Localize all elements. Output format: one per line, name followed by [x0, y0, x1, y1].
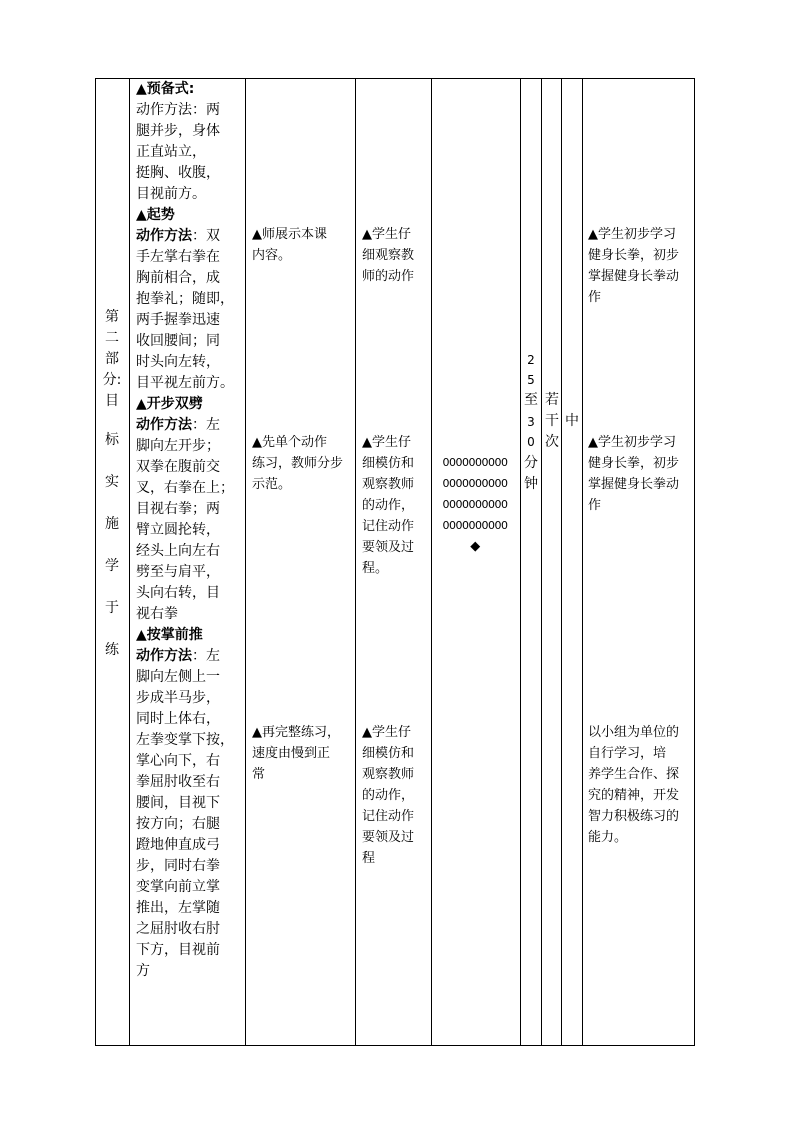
section-char: 分:: [102, 372, 122, 388]
student-line: 细观察教: [362, 248, 415, 263]
ready-line: 腿并步，身体: [136, 123, 220, 139]
ready-line: 动作方法：两: [136, 102, 220, 118]
time-char: 2: [527, 353, 535, 367]
push-line: 脚向左侧上一: [136, 669, 220, 685]
goal-line: 养学生合作、探: [588, 767, 680, 782]
table-col-line: [355, 78, 356, 1046]
push-line: 变掌向前立掌: [136, 879, 220, 895]
formation-diagram: [434, 452, 516, 557]
student-line: 细模仿和: [362, 746, 415, 761]
section-char: 于: [105, 600, 119, 616]
table-col-line: [582, 78, 583, 1046]
student-line: 细模仿和: [362, 456, 415, 471]
student-line: 的动作，: [362, 498, 415, 513]
rise-first-line: [136, 226, 244, 247]
split-first: ：左: [192, 417, 220, 433]
split-line: 劈至与肩平，: [136, 564, 220, 580]
ready-line: 正直站立，: [136, 144, 206, 160]
split-label: 动作方法: [136, 417, 192, 433]
student-line: 要领及过: [362, 540, 415, 555]
section-char: 目: [105, 393, 119, 409]
formation-marker: ◆: [470, 539, 480, 554]
split-line: 头向右转，目: [136, 585, 220, 601]
time-char: 分: [524, 455, 538, 471]
student-line: 要领及过: [362, 830, 415, 845]
goal-line: 作: [588, 290, 602, 305]
push-line: 步，同时右拳: [136, 858, 220, 874]
push-line: 掌心向下，右: [136, 753, 220, 769]
ready-line: 目视前方。: [136, 186, 206, 202]
teacher-line: 速度由慢到正: [252, 746, 331, 761]
table-col-line: [431, 78, 432, 1046]
intensity-value: 中: [565, 413, 579, 429]
section-char: 学: [105, 558, 119, 574]
count-char: 若: [545, 392, 559, 408]
goal-line: ▲学生初步学习: [588, 227, 676, 242]
push-line: 腰间，目视下: [136, 795, 220, 811]
split-line: 视右拳: [136, 606, 178, 622]
goal-line: 究的精神，开发: [588, 788, 680, 803]
student-line: ▲学生仔: [362, 435, 411, 450]
student-line: 记住动作: [362, 809, 415, 824]
goal-line: 智力积极练习的: [588, 809, 680, 824]
section-char: 施: [105, 516, 119, 532]
goal-note-1: [588, 224, 692, 308]
student-line: ▲学生仔: [362, 227, 411, 242]
rise-title: ▲起势: [136, 207, 175, 223]
goal-note-3: [588, 722, 692, 848]
table-bottom-border: [95, 1045, 695, 1046]
goal-line: 健身长拳，初步: [588, 248, 680, 263]
push-first-line: [136, 646, 244, 667]
student-line: 师的动作: [362, 269, 415, 284]
table-col-line: [520, 78, 521, 1046]
teacher-note-2: [252, 432, 352, 495]
section-char: 标: [105, 432, 119, 448]
student-line: 观察教师: [362, 767, 415, 782]
split-line: 双拳在腹前交: [136, 459, 220, 475]
teacher-line: 常: [252, 767, 266, 782]
time-char: 至: [524, 392, 538, 408]
push-line: 左拳变掌下按，: [136, 732, 234, 748]
push-first: ：左: [192, 648, 220, 664]
table-col-line: [541, 78, 542, 1046]
formation-row: 0000000000: [442, 519, 508, 532]
teacher-line: ▲再完整练习，: [252, 725, 340, 740]
goal-line: 能力。: [588, 830, 628, 845]
student-note-1: [362, 224, 430, 287]
student-note-2: [362, 432, 430, 579]
formation-row: 0000000000: [442, 477, 508, 490]
push-line: 下方，目视前: [136, 942, 220, 958]
rise-line: 目平视左前方。: [136, 375, 234, 391]
section-char: 部: [105, 351, 119, 367]
split-first-line: [136, 415, 244, 436]
section-char: 第: [105, 309, 119, 325]
teacher-line: 内容。: [252, 248, 292, 263]
section-char: 练: [105, 642, 119, 658]
goal-line: 自行学习，培: [588, 746, 667, 761]
push-line: 同时上体右，: [136, 711, 220, 727]
split-line: 臂立圆抡转，: [136, 522, 220, 538]
push-line: 按方向；右腿: [136, 816, 220, 832]
student-line: 记住动作: [362, 519, 415, 534]
count-char: 次: [545, 434, 559, 450]
push-line: 方: [136, 963, 150, 979]
push-line: 推出，左掌随: [136, 900, 220, 916]
rise-line: 收回腰间；同: [136, 333, 220, 349]
time-char: 5: [527, 373, 535, 387]
table-col-line: [561, 78, 562, 1046]
goal-line: ▲学生初步学习: [588, 435, 676, 450]
rise-line: 时头向左转，: [136, 354, 220, 370]
rise-line: 手左掌右拳在: [136, 249, 220, 265]
push-line: 拳屈肘收至右: [136, 774, 220, 790]
split-line: 目视右拳；两: [136, 501, 220, 517]
time-char: 3: [527, 415, 535, 429]
split-line: 经头上向左右: [136, 543, 220, 559]
teacher-line: 练习，教师分步: [252, 456, 344, 471]
goal-line: 健身长拳，初步: [588, 456, 680, 471]
rise-line: 胸前相合，成: [136, 270, 220, 286]
goal-line: 以小组为单位的: [588, 725, 680, 740]
teacher-line: ▲师展示本课: [252, 227, 327, 242]
push-line: 步成半马步，: [136, 690, 220, 706]
teacher-line: 示范。: [252, 477, 292, 492]
split-title: ▲开步双劈: [136, 396, 203, 412]
table-col-line: [95, 78, 96, 1046]
count-char: 干: [545, 413, 559, 429]
push-title: ▲按掌前推: [136, 627, 203, 643]
goal-line: 掌握健身长拳动: [588, 269, 680, 284]
student-line: 程。: [362, 561, 389, 576]
split-line: 叉，右拳在上；: [136, 480, 234, 496]
student-line: 观察教师: [362, 477, 415, 492]
table-col-line: [129, 78, 130, 1046]
push-line: 蹬地伸直成弓: [136, 837, 220, 853]
rise-line: 抱拳礼；随即，: [136, 291, 234, 307]
rise-line: 两手握拳迅速: [136, 312, 220, 328]
student-note-3: [362, 722, 430, 869]
teacher-note-3: [252, 722, 352, 785]
time-char: 钟: [524, 476, 538, 492]
student-line: ▲学生仔: [362, 725, 411, 740]
ready-line: 挺胸、收腹，: [136, 165, 220, 181]
teacher-note-1: [252, 224, 352, 266]
section-char: 二: [105, 330, 119, 346]
ready-stance-title: ▲预备式:: [136, 81, 195, 97]
section-char: 实: [105, 474, 119, 490]
goal-note-2: [588, 432, 692, 516]
formation-row: 0000000000: [442, 456, 508, 469]
split-line: 脚向左开步；: [136, 438, 220, 454]
table-col-line: [245, 78, 246, 1046]
goal-line: 掌握健身长拳动: [588, 477, 680, 492]
formation-row: 0000000000: [442, 498, 508, 511]
time-char: 0: [527, 435, 535, 449]
student-line: 程: [362, 851, 376, 866]
student-line: 的动作，: [362, 788, 415, 803]
push-line: 之屈肘收右肘: [136, 921, 220, 937]
goal-line: 作: [588, 498, 602, 513]
table-col-line: [694, 78, 695, 1046]
rise-label: 动作方法: [136, 228, 192, 244]
content-ready-stance: [136, 79, 244, 982]
rise-first: ：双: [192, 228, 220, 244]
push-label: 动作方法: [136, 648, 192, 664]
teacher-line: ▲先单个动作: [252, 435, 327, 450]
